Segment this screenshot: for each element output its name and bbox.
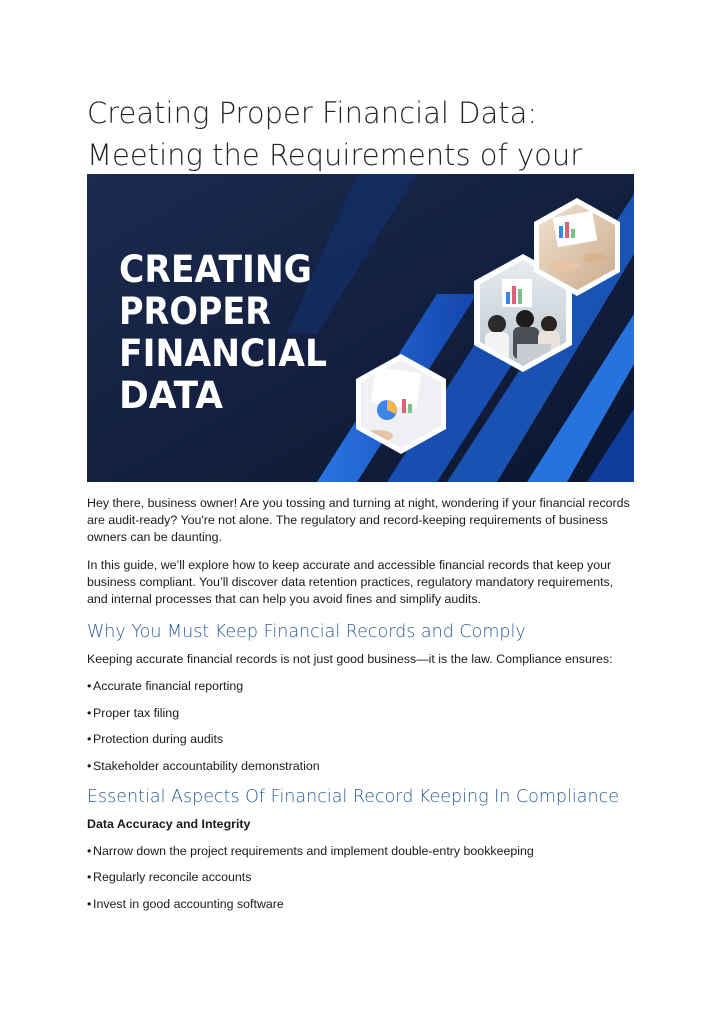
bullet-icon: • bbox=[87, 870, 92, 884]
title-line-2: Meeting the Requirements of your bbox=[87, 138, 583, 172]
title-line-1: Creating Proper Financial Data: bbox=[87, 96, 538, 130]
subheading-data-accuracy: Data Accuracy and Integrity bbox=[87, 817, 251, 831]
bullet-icon: • bbox=[87, 706, 92, 720]
list-item-text: Invest in good accounting software bbox=[93, 897, 284, 911]
hero-banner-image bbox=[87, 174, 634, 482]
list-item-text: Stakeholder accountability demonstration bbox=[93, 759, 320, 773]
section-heading-essential: Essential Aspects Of Financial Record Keeping In Compliance bbox=[87, 787, 619, 807]
banner-text-line-3: FINANCIAL bbox=[119, 332, 327, 375]
article-title bbox=[87, 92, 647, 176]
intro-paragraph-2: In this guide, we’ll explore how to keep accurate and accessible financial records that keep your business compliant. You’ll discover data retention practices, regulatory mandatory requirements, and internal processes that can help you avoid fines and simplify audits. bbox=[87, 558, 614, 606]
list-item-text: Regularly reconcile accounts bbox=[93, 870, 252, 884]
list-item bbox=[87, 869, 647, 885]
bullet-icon: • bbox=[87, 844, 92, 858]
list-item bbox=[87, 678, 647, 694]
list-item bbox=[87, 896, 647, 912]
bullet-icon: • bbox=[87, 759, 92, 773]
list-item bbox=[87, 731, 647, 747]
banner-graphic bbox=[87, 174, 634, 482]
bullet-icon: • bbox=[87, 732, 92, 746]
intro-paragraph-1: Hey there, business owner! Are you tossing and turning at night, wondering if your financial records are audit-ready? You're not alone. The regulatory and record-keeping requirements of business owners can be daunting. bbox=[87, 496, 630, 544]
banner-text-line-4: DATA bbox=[119, 374, 224, 417]
section1-lead: Keeping accurate financial records is not just good business—it is the law. Compliance ensures: bbox=[87, 652, 613, 666]
list-item bbox=[87, 758, 647, 774]
banner-text-line-1: CREATING bbox=[119, 248, 312, 291]
list-item-text: Proper tax filing bbox=[93, 706, 180, 720]
bullet-icon: • bbox=[87, 897, 92, 911]
section-heading-why: Why You Must Keep Financial Records and Comply bbox=[87, 622, 526, 642]
list-item-text: Protection during audits bbox=[93, 732, 224, 746]
bullet-icon: • bbox=[87, 679, 92, 693]
list-item bbox=[87, 843, 647, 859]
list-item bbox=[87, 705, 647, 721]
list-item-text: Accurate financial reporting bbox=[93, 679, 244, 693]
banner-text-line-2: PROPER bbox=[119, 290, 271, 333]
list-item-text: Narrow down the project requirements and implement double-entry bookkeeping bbox=[93, 844, 534, 858]
